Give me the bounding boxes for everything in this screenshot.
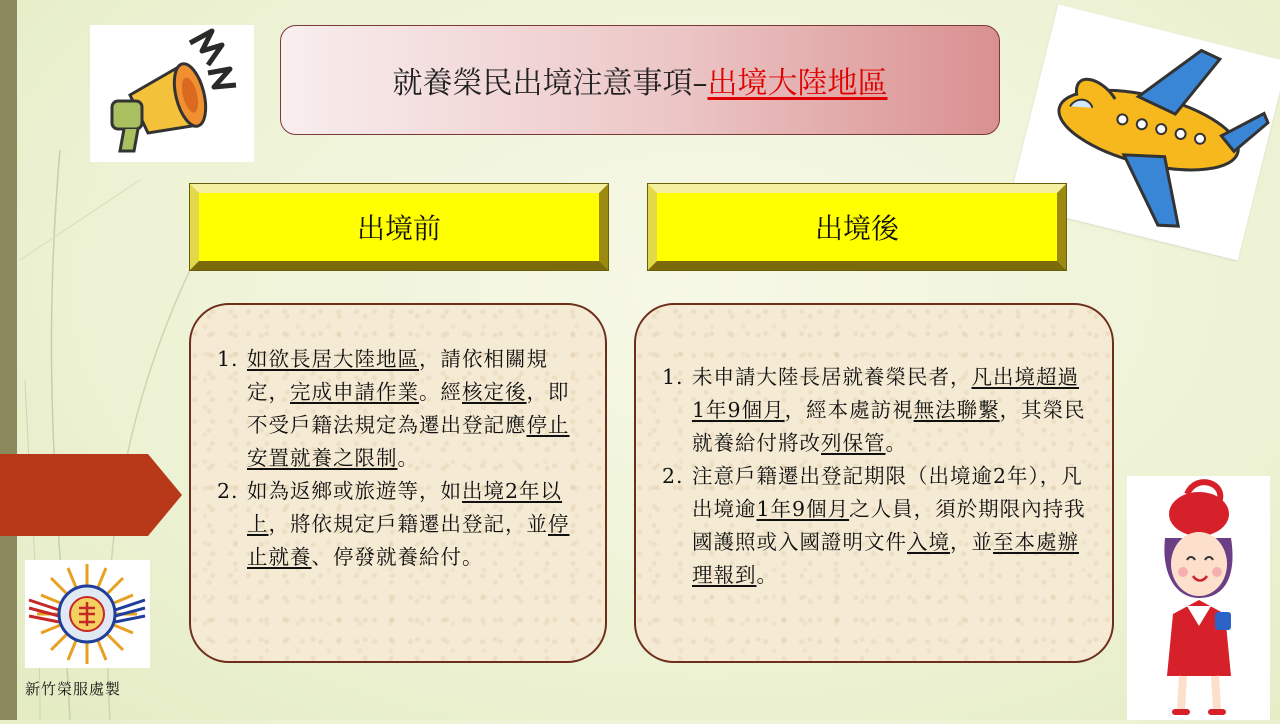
veterans-emblem-icon bbox=[25, 560, 150, 668]
list-item: 2. 注意戶籍遷出登記期限（出境逾2年），凡出境逾1年9個月之人員，須於期限內持我國護照或入國證明文件入境，並至本處辦理報到。 bbox=[662, 464, 1086, 587]
list-item: 1. 如欲長居大陸地區，請依相關規定，完成申請作業。經核定後，即不受戶籍法規定為遷出登記應停止安置就養之限制。 bbox=[217, 347, 570, 470]
before-departure-card bbox=[189, 303, 607, 663]
arrow-tab bbox=[0, 454, 182, 536]
page-title bbox=[280, 25, 1000, 135]
title-prefix: 就養榮民出境注意事項– bbox=[392, 66, 708, 101]
flight-attendant-icon bbox=[1127, 476, 1270, 720]
list-item: 1. 未申請大陸長居就養榮民者，凡出境超過1年9個月，經本處訪視無法聯繫，其榮民就養給付將改列保管。 bbox=[662, 365, 1086, 455]
header-after-departure: 出境後 bbox=[648, 184, 1066, 270]
header-before-departure: 出境前 bbox=[190, 184, 608, 270]
megaphone-icon bbox=[90, 25, 254, 162]
title-highlight: 出境大陸地區 bbox=[707, 66, 888, 101]
credit-text: 新竹榮服處製 bbox=[25, 680, 122, 698]
before-departure-list bbox=[217, 343, 572, 574]
after-departure-card bbox=[634, 303, 1114, 663]
after-departure-list bbox=[662, 361, 1092, 592]
list-item: 2. 如為返鄉或旅遊等，如出境2年以上，將依規定戶籍遷出登記，並停止就養、停發就養給付。 bbox=[217, 479, 570, 569]
